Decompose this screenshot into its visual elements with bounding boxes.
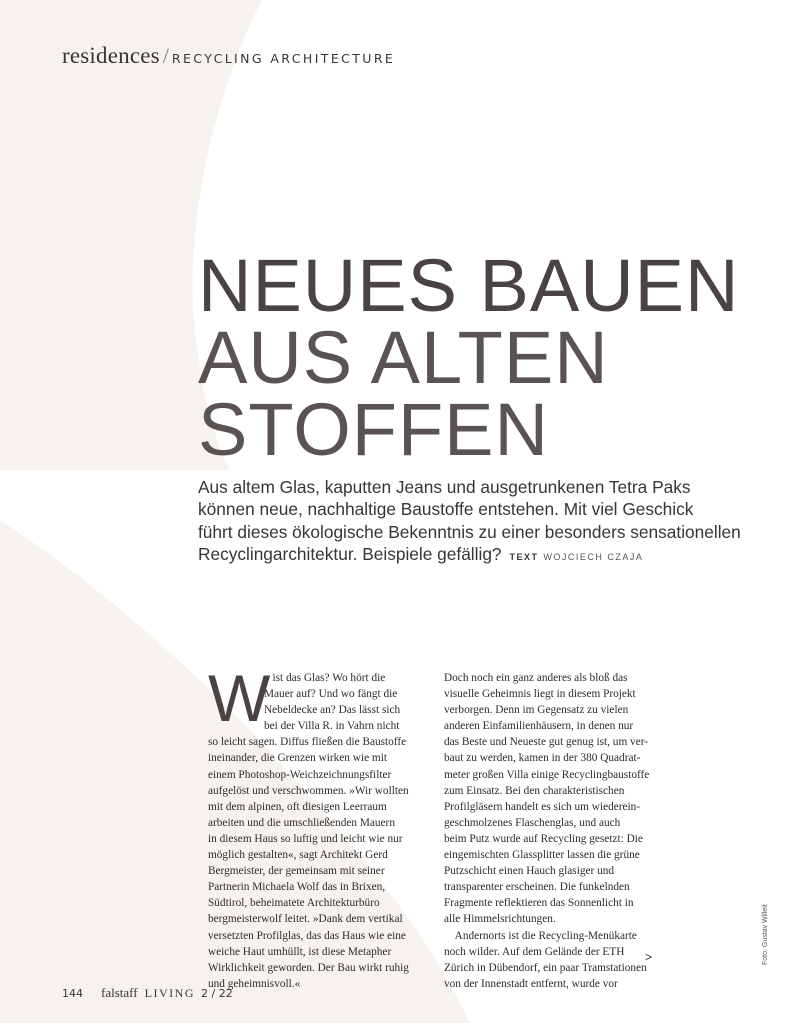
body-line: zum Einsatz. Bei den charakteristischen <box>444 784 625 797</box>
body-line: Doch noch ein ganz anderes als bloß das <box>444 672 628 684</box>
article-headline <box>198 244 740 471</box>
lead-line: Aus altem Glas, kaputten Jeans und ausgetrunkenen Tetra Paks <box>198 477 691 497</box>
body-line: Profilgläsern handelt es sich um wiederein- <box>444 800 641 813</box>
body-line: so leicht sagen. Diffus fließen die Baustoffe <box>208 736 407 749</box>
body-line: Andernorts ist die Recycling-Menükarte <box>444 929 637 942</box>
body-line: beim Putz wurde auf Recycling gesetzt: Die <box>444 832 643 845</box>
lead-line: können neue, nachhaltige Baustoffe entstehen. Mit viel Geschick <box>198 499 694 520</box>
headline-line-1: NEUES BAUEN <box>198 244 740 327</box>
body-line: bergmeisterwolf leitet. »Dank dem vertikal <box>208 913 403 926</box>
body-line: einem Photoshop-Weichzeichnungsfilter <box>208 768 392 781</box>
section-header <box>62 43 395 69</box>
body-line: möglich gestalten«, sagt Architekt Gerd <box>208 849 388 862</box>
article-lead <box>198 476 741 568</box>
body-line: Zürich in Dübendorf, ein paar Tramstationen <box>444 961 647 974</box>
section-topic: RECYCLING ARCHITECTURE <box>171 51 396 66</box>
body-line: Fragmente reflektieren das Sonnenlicht in <box>444 897 634 910</box>
body-line: Südtirol, beheimatete Architekturbüro <box>208 897 380 910</box>
body-line: Wirklichkeit geworden. Der Bau wirkt ruhig <box>208 961 409 974</box>
header-slash: / <box>162 43 169 68</box>
body-line: bei der Villa R. in Vahrn nicht <box>264 720 400 733</box>
lead-line: Recyclingarchitektur. Beispiele gefällig? <box>198 543 502 564</box>
continue-arrow-icon: > <box>645 950 653 964</box>
magazine-brand: falstaff <box>101 985 138 1000</box>
body-line: Partnerin Michaela Wolf das in Brixen, <box>208 881 386 894</box>
body-line: von der Innenstadt entfernt, wurde vor <box>444 977 618 990</box>
body-line: aufgelöst und verschwommen. »Wir wollten <box>208 784 409 797</box>
drop-cap: W <box>208 661 271 735</box>
author-name: WOJCIECH CZAJA <box>543 551 644 562</box>
body-line: verborgen. Denn im Gegensatz zu vielen <box>444 704 629 717</box>
body-line: visuelle Geheimnis liegt in diesem Projekt <box>444 688 636 701</box>
body-line: Putzschicht einen Hauch glasiger und <box>444 865 615 878</box>
magazine-brand-living: LIVING <box>144 986 195 1000</box>
body-line: eingemischten Glassplitter lassen die grüne <box>444 849 640 862</box>
issue-number: 2 / 22 <box>201 987 233 1000</box>
body-line: ineinander, die Grenzen wirken wie mit <box>208 752 387 765</box>
body-line: arbeiten und die umschließenden Mauern <box>208 816 395 829</box>
body-line: noch wilder. Auf dem Gelände der ETH <box>444 945 625 958</box>
body-column-1 <box>208 661 428 992</box>
credit-label: TEXT <box>509 551 539 562</box>
page-footer <box>62 982 233 1001</box>
body-line: in diesem Haus so luftig und leicht wie nur <box>208 832 403 845</box>
headline-line-3: STOFFEN <box>198 388 549 471</box>
body-line: o ist das Glas? Wo hört die <box>264 672 386 684</box>
section-name: residences <box>62 43 160 68</box>
body-line: anderen Einfamilienhäusern, in denen nur <box>444 720 634 733</box>
body-line: weiche Haut umhüllt, ist diese Metapher <box>208 945 392 958</box>
body-line: versetzten Profilglas, das das Haus wie eine <box>208 929 406 942</box>
headline-line-2: AUS ALTEN <box>198 316 609 399</box>
body-line: alle Himmelsrichtungen. <box>444 913 556 926</box>
body-line: geschmolzenes Flaschenglas, und auch <box>444 816 621 829</box>
body-line: Nebeldecke an? Das lässt sich <box>264 704 401 717</box>
body-line: und geheimnisvoll.« <box>208 977 301 990</box>
body-line: Bergmeister, der gemeinsam mit seiner <box>208 865 385 878</box>
body-line: meter großen Villa einige Recyclingbaustoffe <box>444 768 650 781</box>
body-line: Mauer auf? Und wo fängt die <box>264 688 398 701</box>
body-column-2 <box>444 670 664 992</box>
body-line: transparenter erscheinen. Die funkelnden <box>444 881 630 894</box>
lead-line: führt dieses ökologische Bekenntnis zu einer besonders sensationellen <box>198 521 741 542</box>
photo-credit: Foto: Gustav Willeit <box>762 904 769 965</box>
page-number: 144 <box>62 987 83 1000</box>
body-line: mit dem alpinen, oft diesigen Leerraum <box>208 800 387 813</box>
body-line: baut zu werden, kamen in der 380 Quadrat- <box>444 752 641 765</box>
body-line: das Beste und Neueste gut genug ist, um ver- <box>444 736 649 749</box>
